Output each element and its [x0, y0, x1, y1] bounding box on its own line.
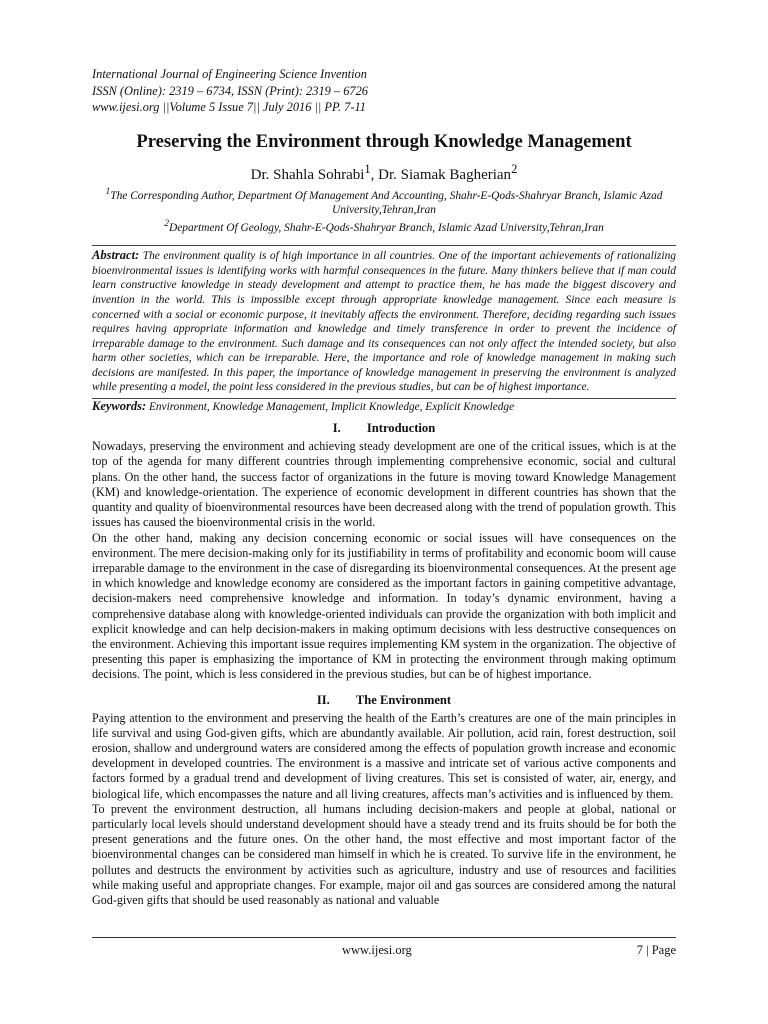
paragraph: On the other hand, making any decision concerning economic or social issues will have consequences on the environment. The mere decision-making only for its justifiability in terms of profitability and economic boom will cause irreparable damage to the environment in the case of disregarding its bioenvironmental consequences. At the present age in which knowledge and knowledge economy are considered as the important factors in gaining competitive advantage, decision-makers need comprehensive knowledge and information. In today’s dynamic environment, having a comprehensive database along with knowledge-oriented individuals can provide the organization with both implicit and explicit knowledge and can help decision-makers in making optimum decisions with less destructive consequences on the environment. Achieving this important issue requires implementing KM system in the organization. The objective of presenting this paper is emphasizing the importance of KM in protecting the environment through making optimum decisions. The point, which is less considered in the previous studies, but can be of highest importance.: [92, 530, 676, 682]
article-title: Preserving the Environment through Knowledge Management: [136, 130, 632, 152]
article-body: [92, 420, 676, 908]
footer-website: www.ijesi.org: [342, 943, 412, 957]
keywords: [92, 399, 676, 415]
journal-header: [92, 66, 676, 116]
keywords-text: Environment, Knowledge Management, Implicit Knowledge, Explicit Knowledge: [149, 400, 515, 413]
affiliation-2: $^2$Department Of Geology, Shahr-E-Qods-Shahryar Branch, Islamic Azad University,Tehran,Iran: [164, 219, 604, 234]
section-heading-environment: II. The Environment: [316, 692, 452, 707]
keywords-label: Keywords:: [92, 398, 147, 413]
author-2-affiliation-mark: 2: [511, 161, 518, 176]
journal-volume-info: www.ijesi.org ||Volume 5 Issue 7|| July 2016 || PP. 7-11: [92, 100, 366, 114]
author-separator: ,: [370, 166, 379, 183]
page-number: 7 | Page: [636, 943, 676, 957]
paragraph: To prevent the environment destruction, all humans including decision-makers and people at global, national or particularly local levels should understand development should have a steady trend and its fruits should be for both the present generations and the future ones. On the other hand, the most effective and most important factor of the bioenvironmental changes can be considered man himself in which he is created. To survive life in the environment, he pollutes and destructs the environment by activities such as agriculture, industry and use of resources and facilities while making useful and appropriate changes. For example, major oil and gas sources are considered among the natural God-given gifts that should be used reasonably as national and valuable: [92, 801, 676, 907]
section-heading-introduction: I. Introduction: [332, 421, 436, 436]
abstract: [92, 245, 676, 398]
abstract-label: Abstract:: [92, 248, 140, 263]
journal-name: International Journal of Engineering Science Invention: [92, 67, 367, 81]
author-2: Dr. Siamak Bagherian: [378, 166, 512, 183]
authors-line: [92, 160, 676, 185]
journal-issn: ISSN (Online): 2319 – 6734, ISSN (Print): 2319 – 6726: [92, 83, 369, 98]
paragraph: Paying attention to the environment and preserving the health of the Earth’s creatures are one of the main principles in life survival and using God-given gifts, which are abundantly available. Air pollution, acid rain, forest destruction, soil erosion, shallow and underground waters are considered among the effects of population growth increase and economic development in developed countries. The environment is a massive and intricate set of various active components and factors formed by a gradual trend and development of living creatures. This set is consisted of water, air, energy, and biological life, which encompasses the nature and all living creatures, affects man’s activities and is influenced by them.: [92, 710, 676, 801]
author-1: Dr. Shahla Sohrabi: [250, 166, 365, 183]
author-1-affiliation-mark: 1: [364, 161, 371, 176]
paragraph: Nowadays, preserving the environment and achieving steady development are one of the critical issues, which is at the top of the agenda for many different countries through implementing comprehensive economic, social and cultural plans. On the other hand, the success factor of organizations in the future is moving toward Knowledge Management (KM) and knowledge-orientation. The experience of economic development in different countries has shown that the quantity and quality of bioenvironmental resources have been decreased along with the trend of population growth. This issues has caused the bioenvironmental crisis in the world.: [92, 439, 676, 530]
abstract-text: The environment quality is of high importance in all countries. One of the important achievements of rationalizing bioenvironmental issues is identifying works with harmful consequences in the future. Many thinkers believe that if man could learn constructive knowledge in steady development and attempt to practice them, he has made the biggest discovery and invention in the world. This is impossible except through appropriate knowledge management. Since each measure is concerned with a social or economic purpose, it inevitably affects the environment. Therefore, deciding regarding such issues requires having appropriate information and knowledge and timely transference in order to prevent the incidence of irreparable damage to the environment. Such damage and its consequences can not only affect the intended society, but also harm other societies, which can be irreparable. Here, the importance and role of knowledge management in making such decisions are manifested. In this paper, the importance of knowledge management in preserving the environment is analyzed while presenting a model, the point less considered in the previous studies, but can be of highest importance.: [92, 250, 677, 394]
affiliation-1: $^1$The Corresponding Author, Department Of Management And Accounting, Shahr-E-Qods-Shahryar Branch, Islamic Azad University,Tehran,Iran: [105, 186, 663, 216]
article-page: [92, 66, 676, 908]
page-footer: [92, 937, 676, 957]
